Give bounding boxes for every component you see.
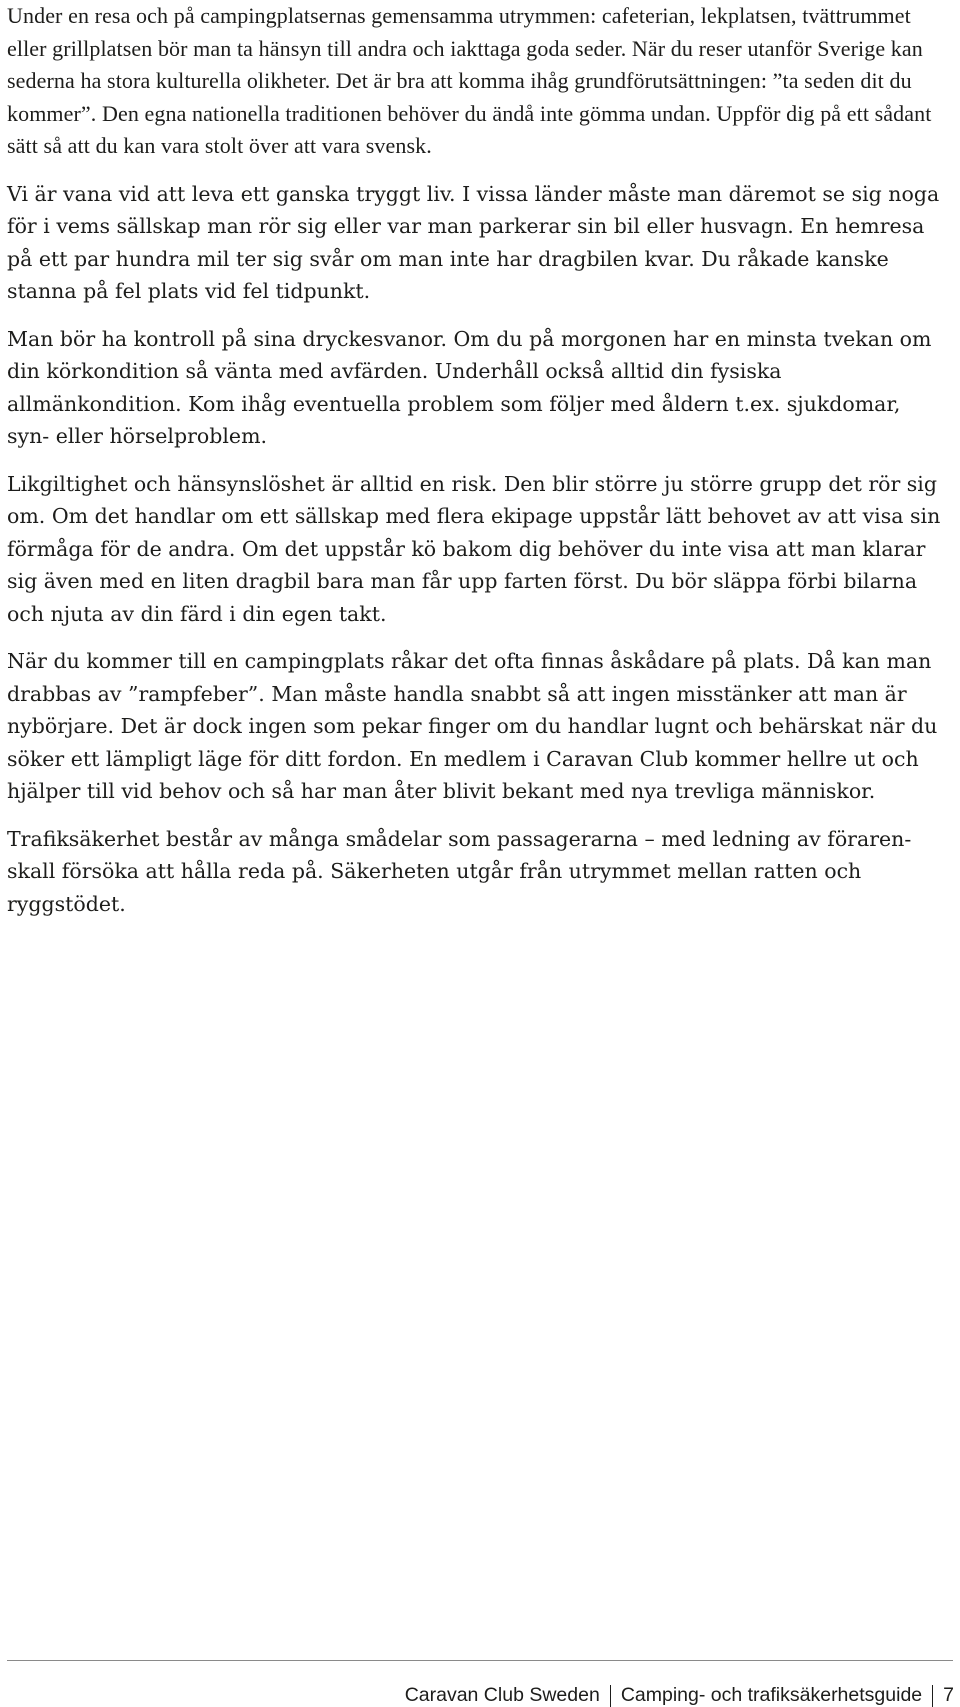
footer-publication: Camping- och trafiksäkerhetsguide [620,1684,923,1706]
paragraph-campsite-etiquette: Under en resa och på campingplatsernas gemensamma utrymmen: cafeterian, lekplatsen, tvättrummet eller grillplatsen bör man ta hänsyn till andra och iakttaga goda seder. När du reser utanför Sverige kan sederna ha stora kulturella olikheter. Det är bra att komma ihåg grundförutsättningen: ”ta seden dit du kommer”. Den egna nationella traditionen behöver du ändå inte gömma undan. Uppför dig på ett sådant sätt så att du kan vara stolt över att vara svensk. [7,3,932,158]
page-footer [0,1660,960,1705]
paragraph-indifference-risk: Likgiltighet och hänsynslöshet är alltid en risk. Den blir större ju större grupp det rör sig om. Om det handlar om ett sällskap med flera ekipage uppstår lätt behovet av att visa sin förmåga för de andra. Om det uppstår kö bakom dig behöver du inte visa att man klarar sig även med en liten dragbil bara man får upp farten först. Du bör släppa förbi bilarna och njuta av din färd i din egen takt. [7,471,941,626]
footer-separator [932,1685,933,1707]
paragraph-safety-abroad: Vi är vana vid att leva ett ganska tryggt liv. I vissa länder måste man däremot se sig noga för i vems sällskap man rör sig eller var man parkerar sin bil eller husvagn. En hemresa på ett par hundra mil ter sig svår om man inte har dragbilen kvar. Du råkade kanske stanna på fel plats vid fel tidpunkt. [7,181,940,303]
paragraph-ramp-fever: När du kommer till en campingplats råkar det ofta finnas åskådare på plats. Då kan man drabbas av ”rampfeber”. Man måste handla snabbt så att ingen misstänker att man är nybörjare. Det är dock ingen som pekar finger om du handlar lugnt och behärskat när du söker ett lämpligt läge för ditt fordon. En medlem i Caravan Club kommer hellre ut och hjälper till vid behov och så har man åter blivit bekant med nya trevliga människor. [7,649,938,803]
paragraph-drinking-habits: Man bör ha kontroll på sina dryckesvanor. Om du på morgonen har en minsta tvekan om din körkondition så vänta med avfärden. Underhåll också alltid din fysiska allmänkondition. Kom ihåg eventuella problem som följer med åldern t.ex. sjukdomar, syn- eller hörselproblem. [7,326,932,448]
page-number: 7 [943,1684,954,1706]
document-body [7,0,947,935]
footer-organization: Caravan Club Sweden [404,1684,600,1706]
footer-separator [610,1685,611,1707]
footer-running-title [405,1684,954,1707]
footer-divider [7,1660,953,1661]
paragraph-traffic-safety: Trafiksäkerhet består av många smådelar som passagerarna – med ledning av föraren- skall försöka att hålla reda på. Säkerheten utgår från utrymmet mellan ratten och ryggstödet. [7,826,912,916]
